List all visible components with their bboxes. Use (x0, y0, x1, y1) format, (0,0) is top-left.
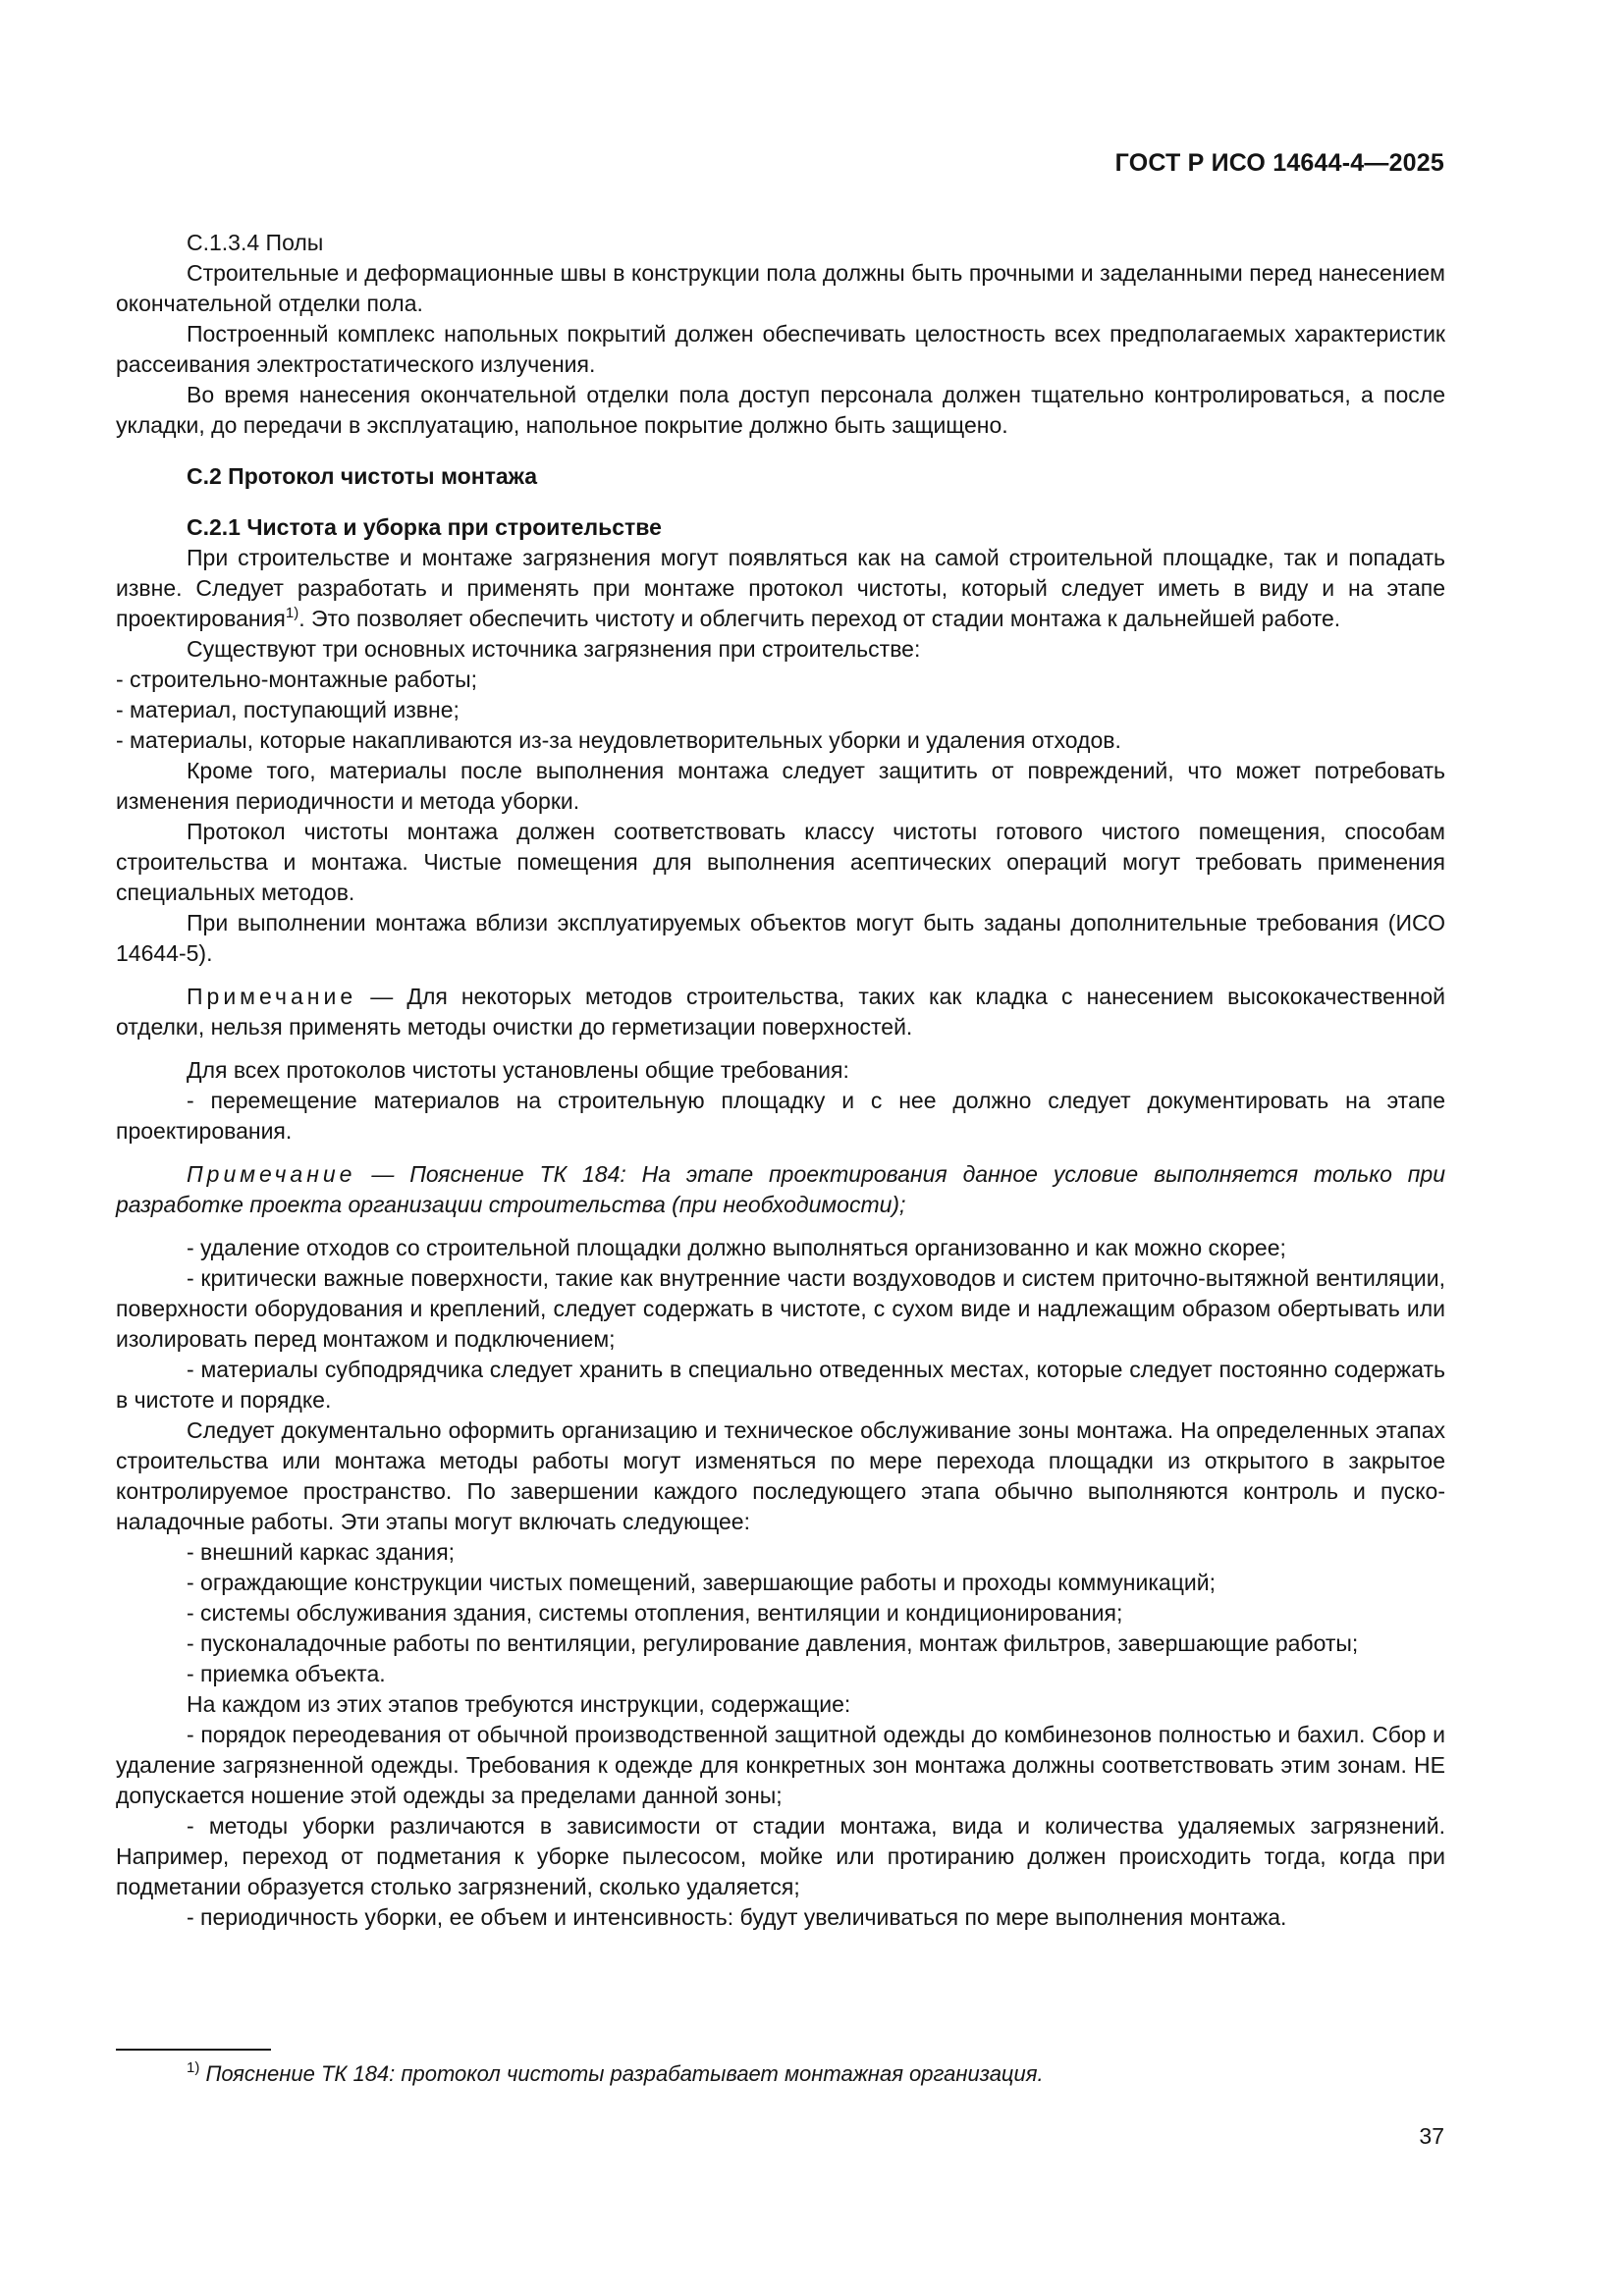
note (116, 982, 1445, 1042)
note-text: — Пояснение ТК 184: На этапе проектирования данное условие выполняется только при разработке проекта организации строительства (при необходимости); (116, 1161, 1445, 1217)
heading-c21: С.2.1 Чистота и уборка при строительстве (187, 514, 662, 540)
page-number: 37 (1419, 2123, 1444, 2149)
list-item: - внешний каркас здания; (187, 1539, 456, 1565)
footnote-reference: 1) (285, 605, 299, 621)
document-body (116, 228, 1445, 1933)
paragraph: Следует документально оформить организацию и техническое обслуживание зоны монтажа. На определенных этапах строительства или монтажа методы работы могут изменяться по мере перехода площадки из открытого в закрытое контролируемое пространство. По завершении каждого последующего этапа обычно выполняются контроль и пуско-наладочные работы. Эти этапы могут включать следующее: (116, 1417, 1445, 1534)
footnote (187, 2059, 1044, 2089)
note-label: Примечание (187, 1161, 356, 1187)
paragraph: На каждом из этих этапов требуются инструкции, содержащие: (187, 1691, 851, 1717)
list-item: - порядок переодевания от обычной производственной защитной одежды до комбинезонов полностью и бахил. Сбор и удаление загрязненной одежды. Требования к одежде для конкретных зон монтажа должны соответствовать этим зонам. НЕ допускается ношение этой одежды за пределами данной зоны; (116, 1722, 1445, 1808)
list-item: - пусконаладочные работы по вентиляции, регулирование давления, монтаж фильтров, завершающие работы; (187, 1630, 1359, 1656)
list-item: - ограждающие конструкции чистых помещений, завершающие работы и проходы коммуникаций; (187, 1570, 1216, 1595)
footnote-mark: 1) (187, 2059, 200, 2076)
list-item: - перемещение материалов на строительную площадку и с нее должно следует документировать на этапе проектирования. (116, 1088, 1445, 1144)
paragraph-text: . Это позволяет обеспечить чистоту и облегчить переход от стадии монтажа к дальнейшей работе. (298, 606, 1341, 631)
list-item: - периодичность уборки, ее объем и интенсивность: будут увеличиваться по мере выполнения монтажа. (187, 1904, 1287, 1930)
paragraph: Существуют три основных источника загрязнения при строительстве: (187, 636, 921, 662)
note-text: — Для некоторых методов строительства, таких как кладка с нанесением высококачественной отделки, нельзя применять методы очистки до герметизации поверхностей. (116, 984, 1445, 1040)
paragraph: Во время нанесения окончательной отделки пола доступ персонала должен тщательно контролироваться, а после укладки, до передачи в эксплуатацию, напольное покрытие должно быть защищено. (116, 382, 1445, 438)
standard-code-header: ГОСТ Р ИСО 14644-4—2025 (1114, 149, 1444, 177)
list-item: - методы уборки различаются в зависимости от стадии монтажа, вида и количества удаляемых загрязнений. Например, переход от подметания к уборке пылесосом, мойке или протиранию должен происходить тогда, когда при подметании образуется столько загрязнений, сколько удаляется; (116, 1813, 1445, 1899)
list-item: - критически важные поверхности, такие как внутренние части воздуховодов и систем приточно-вытяжной вентиляции, поверхности оборудования и креплений, следует содержать в чистоте, с сухом виде и надлежащим образом обертывать или изолировать перед монтажом и подключением; (116, 1265, 1445, 1352)
paragraph (116, 543, 1445, 634)
paragraph: Протокол чистоты монтажа должен соответствовать классу чистоты готового чистого помещения, способам строительства и монтажа. Чистые помещения для выполнения асептических операций могут требовать применения специальных методов. (116, 819, 1445, 905)
paragraph: Построенный комплекс напольных покрытий должен обеспечивать целостность всех предполагаемых характеристик рассеивания электростатического излучения. (116, 321, 1445, 377)
paragraph: При выполнении монтажа вблизи эксплуатируемых объектов могут быть заданы дополнительные требования (ИСО 14644-5). (116, 910, 1445, 966)
paragraph: Строительные и деформационные швы в конструкции пола должны быть прочными и заделанными перед нанесением окончательной отделки пола. (116, 260, 1445, 316)
note (116, 1159, 1445, 1220)
list-item: - приемка объекта. (187, 1661, 386, 1686)
list-item: - системы обслуживания здания, системы отопления, вентиляции и кондиционирования; (187, 1600, 1123, 1626)
list-item: - строительно-монтажные работы; (116, 667, 478, 692)
paragraph: Для всех протоколов чистоты установлены общие требования: (187, 1057, 849, 1083)
paragraph: Кроме того, материалы после выполнения монтажа следует защитить от повреждений, что может потребовать изменения периодичности и метода уборки. (116, 758, 1445, 814)
list-item: - материалы субподрядчика следует хранить в специально отведенных местах, которые следует постоянно содержать в чистоте и порядке. (116, 1357, 1445, 1413)
list-item: - материалы, которые накапливаются из-за неудовлетворительных уборки и удаления отходов. (116, 727, 1121, 753)
footnote-text: Пояснение ТК 184: протокол чистоты разрабатывает монтажная организация. (205, 2061, 1044, 2086)
section-title-c134: С.1.3.4 Полы (187, 230, 324, 255)
note-label: Примечание (187, 984, 357, 1009)
paragraph-text: При строительстве и монтаже загрязнения могут появляться как на самой строительной площадке, так и попадать извне. Следует разработать и применять при монтаже протокол чистоты, который следует иметь в виду и на этапе проектирования (116, 545, 1445, 631)
list-item: - удаление отходов со строительной площадки должно выполняться организованно и как можно скорее; (187, 1235, 1286, 1260)
list-item: - материал, поступающий извне; (116, 697, 460, 722)
footnote-divider (116, 2049, 271, 2051)
heading-c2: С.2 Протокол чистоты монтажа (187, 463, 538, 489)
